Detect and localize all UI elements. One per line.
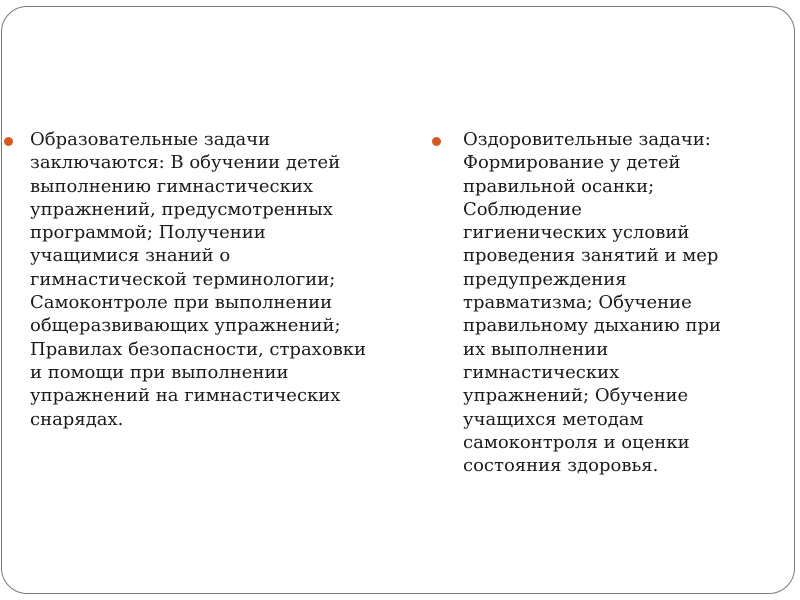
educational-tasks-text: Образовательные задачи заключаются: В обучении детей выполнению гимнастических упражнений, предусмотренных программой; Получении учащимися знаний о гимнастической терминологии; Самоконтроле при выполнении общеразвивающих упражнений; Правилах безопасности, страховки и помощи при выполнении упражнений на гимнастических снарядах. [30,129,367,430]
health-tasks-text: Оздоровительные задачи: Формирование у детей правильной осанки; Соблюдение гигиенических условий проведения занятий и мер предупреждения травматизма; Обучение правильному дыханию при их выполнении гимнастических упражнений; Обучение учащихся методам самоконтроля и оценки состояния здоровья. [463,129,721,477]
bullet-icon [4,137,13,146]
health-tasks-column [463,128,773,477]
bullet-icon [432,137,441,146]
educational-tasks-column [30,128,410,431]
